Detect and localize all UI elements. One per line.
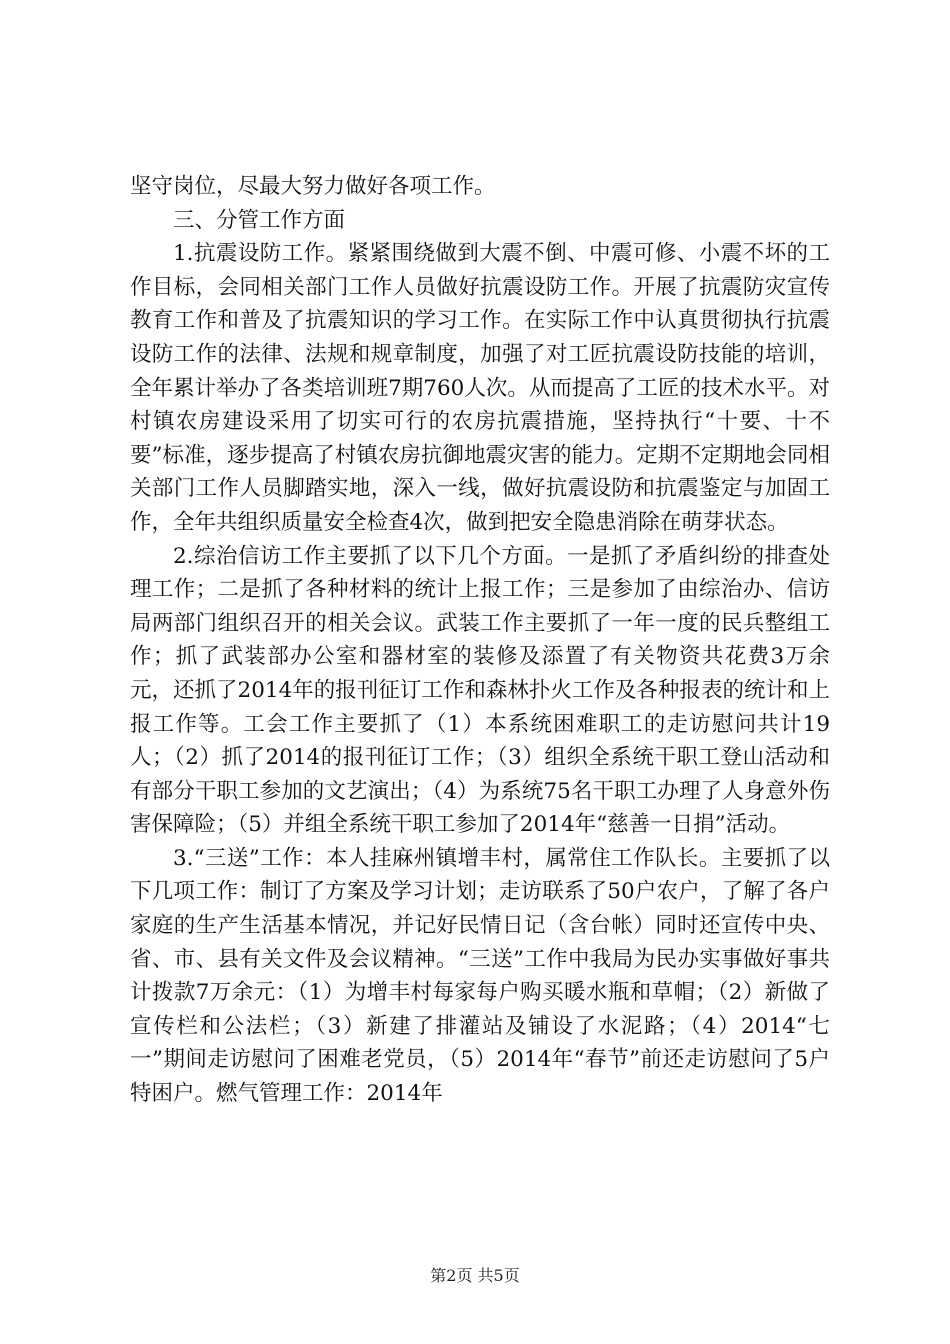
paragraph-petition-work: 2.综治信访工作主要抓了以下几个方面。一是抓了矛盾纠纷的排查处理工作；二是抓了各种材料的统计上报工作；三是参加了由综治办、信访局两部门组织召开的相关会议。武装工作主要抓了一年一度的民兵整组工作；抓了武装部办公室和器材室的装修及添置了有关物资共花费3万余元，还抓了2014年的报刊征订工作和森林扑火工作及各种报表的统计和上报工作等。工会工作主要抓了（1）本系统困难职工的走访慰问共计19人；（2）抓了2014的报刊征订工作；（3）组织全系统干职工登山活动和有部分干职工参加的文艺演出；（4）为系统75名干职工办理了人身意外伤害保障险；（5）并组全系统干职工参加了2014年“慈善一日捐”活动。: [130, 543, 830, 838]
paragraph-three-deliveries: 3.“三送”工作：本人挂麻州镇增丰村，属常住工作队长。主要抓了以下几项工作：制订了方案及学习计划；走访联系了50户农户，了解了各户家庭的生产生活基本情况，并记好民情日记（含台帐）同时还宣传中央、省、市、县有关文件及会议精神。“三送”工作中我局为民办实事做好事共计拨款7万余元：（1）为增丰村每家每户购买暖水瓶和草帽；（2）新做了宣传栏和公法栏；（3）新建了排灌站及铺设了水泥路；（4）2014“七一”期间走访慰问了困难老党员，（5）2014年“春节”前还走访慰问了5户特困户。燃气管理工作：2014年: [130, 845, 830, 1107]
document-body: [130, 170, 830, 1111]
paragraph-earthquake-prevention: 1.抗震设防工作。紧紧围绕做到大震不倒、中震可修、小震不坏的工作目标，会同相关部门工作人员做好抗震设防工作。开展了抗震防灾宣传教育工作和普及了抗震知识的学习工作。在实际工作中认真贯彻执行抗震设防工作的法律、法规和规章制度，加强了对工匠抗震设防技能的培训，全年累计举办了各类培训班7期760人次。从而提高了工匠的技术水平。对村镇农房建设采用了切实可行的农房抗震措施，坚持执行“十要、十不要”标准，逐步提高了村镇农房抗御地震灾害的能力。定期不定期地会同相关部门工作人员脚踏实地，深入一线，做好抗震设防和抗震鉴定与加固工作，全年共组织质量安全检查4次，做到把安全隐患消除在萌芽状态。: [130, 241, 830, 535]
paragraph-continuation: 坚守岗位，尽最大努力做好各项工作。: [130, 174, 496, 199]
section-heading: 三、分管工作方面: [173, 207, 346, 233]
page-footer: 第2页 共5页: [430, 1266, 520, 1285]
